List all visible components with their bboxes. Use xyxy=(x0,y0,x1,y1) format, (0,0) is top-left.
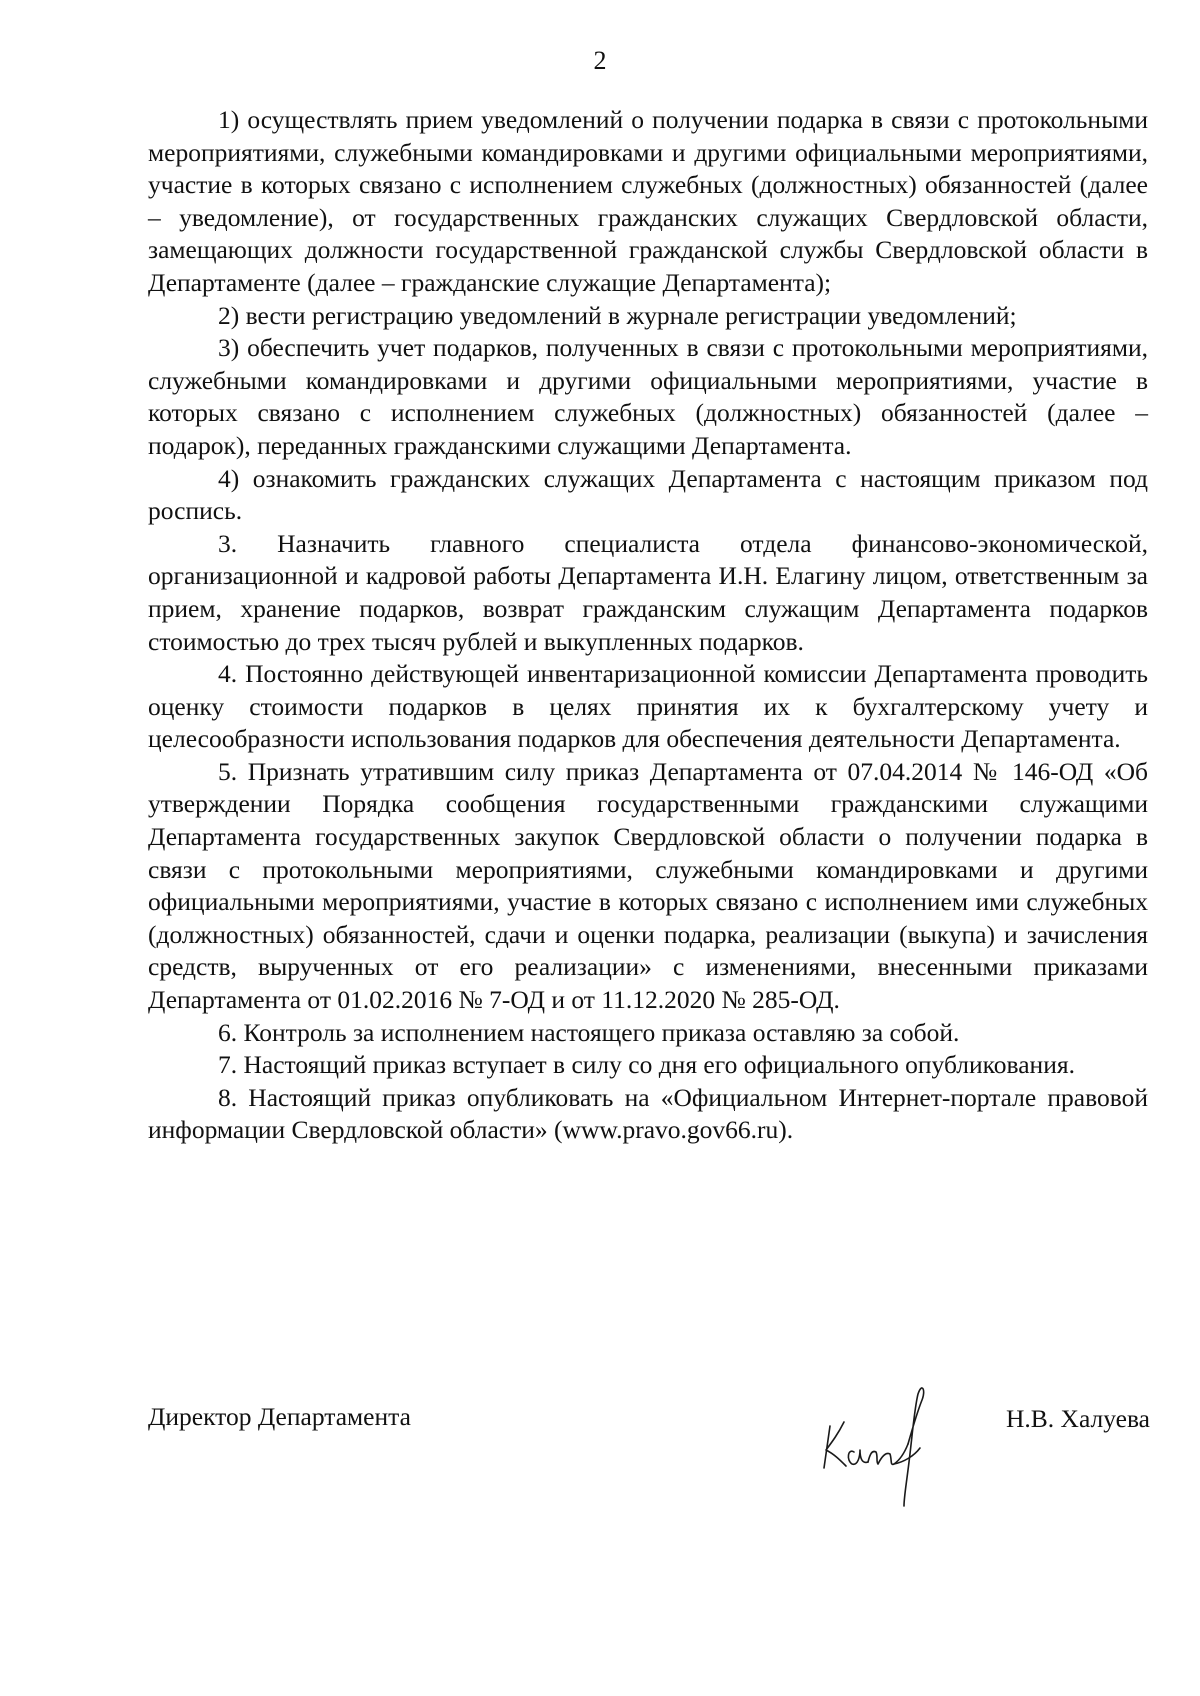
paragraph-3: 3. Назначить главного специалиста отдела финансово-экономической, организационной и кадровой работы Департамента И.Н. Елагину лицом, ответственным за прием, хранение подарков, возврат гражданским служащим Департамента подарков стоимостью до трех тысяч рублей и выкупленных подарков. xyxy=(148,528,1148,656)
signatory-position: Директор Департамента xyxy=(148,1402,411,1431)
paragraph-5: 5. Признать утратившим силу приказ Департамента от 07.04.2014 № 146-ОД «Об утверждении Порядка сообщения государственными гражданскими служащими Департамента государственных закупок Свердловской области о получении подарка в связи с протокольными мероприятиями, служебными командировками и другими официальными мероприятиями, участие в которых связано с исполнением ими служебных (должностных) обязанностей, сдачи и оценки подарка, реализации (выкупа) и зачисления средств, вырученных от его реализации» с изменениями, внесенными приказами Департамента от 01.02.2016 № 7-ОД и от 11.12.2020 № 285-ОД. xyxy=(148,756,1148,1015)
handwritten-signature xyxy=(808,1360,958,1510)
signatory-name: Н.В. Халуева xyxy=(1006,1404,1150,1433)
paragraph-2-3: 3) обеспечить учет подарков, полученных в связи с протокольными мероприятиями, служебными командировками и другими официальными мероприятиями, участие в которых связано с исполнением служебных (должностных) обязанностей (далее – подарок), переданных гражданскими служащими Департамента. xyxy=(148,333,1148,460)
paragraph-2-1: 1) осуществлять прием уведомлений о получении подарка в связи с протокольными мероприятиями, служебными командировками и другими официальными мероприятиями, участие в которых связано с исполнением служебных (должностных) обязанностей (далее – уведомление), от государственных гражданских служащих Свердловской области, замещающих должности государственной гражданской службы Свердловской области в Департаменте (далее – гражданские служащие Департамента); xyxy=(148,105,1148,297)
document-body xyxy=(148,104,1148,1147)
paragraph-6: 6. Контроль за исполнением настоящего приказа оставляю за собой. xyxy=(218,1017,960,1047)
paragraph-4: 4. Постоянно действующей инвентаризационной комиссии Департамента проводить оценку стоимости подарков в целях принятия их к бухгалтерскому учету и целесообразности использования подарков для обеспечения деятельности Департамента. xyxy=(148,659,1148,754)
paragraph-2-4: 4) ознакомить гражданских служащих Департамента с настоящим приказом под роспись. xyxy=(148,463,1148,526)
paragraph-2-2: 2) вести регистрацию уведомлений в журнале регистрации уведомлений; xyxy=(218,300,1017,330)
signature-block xyxy=(148,1400,1148,1510)
page-number: 2 xyxy=(593,46,607,75)
paragraph-7: 7. Настоящий приказ вступает в силу со дня его официального опубликования. xyxy=(218,1050,1075,1080)
paragraph-8: 8. Настоящий приказ опубликовать на «Официальном Интернет-портале правовой информации Свердловской области» (www.pravo.gov66.ru). xyxy=(148,1082,1148,1145)
